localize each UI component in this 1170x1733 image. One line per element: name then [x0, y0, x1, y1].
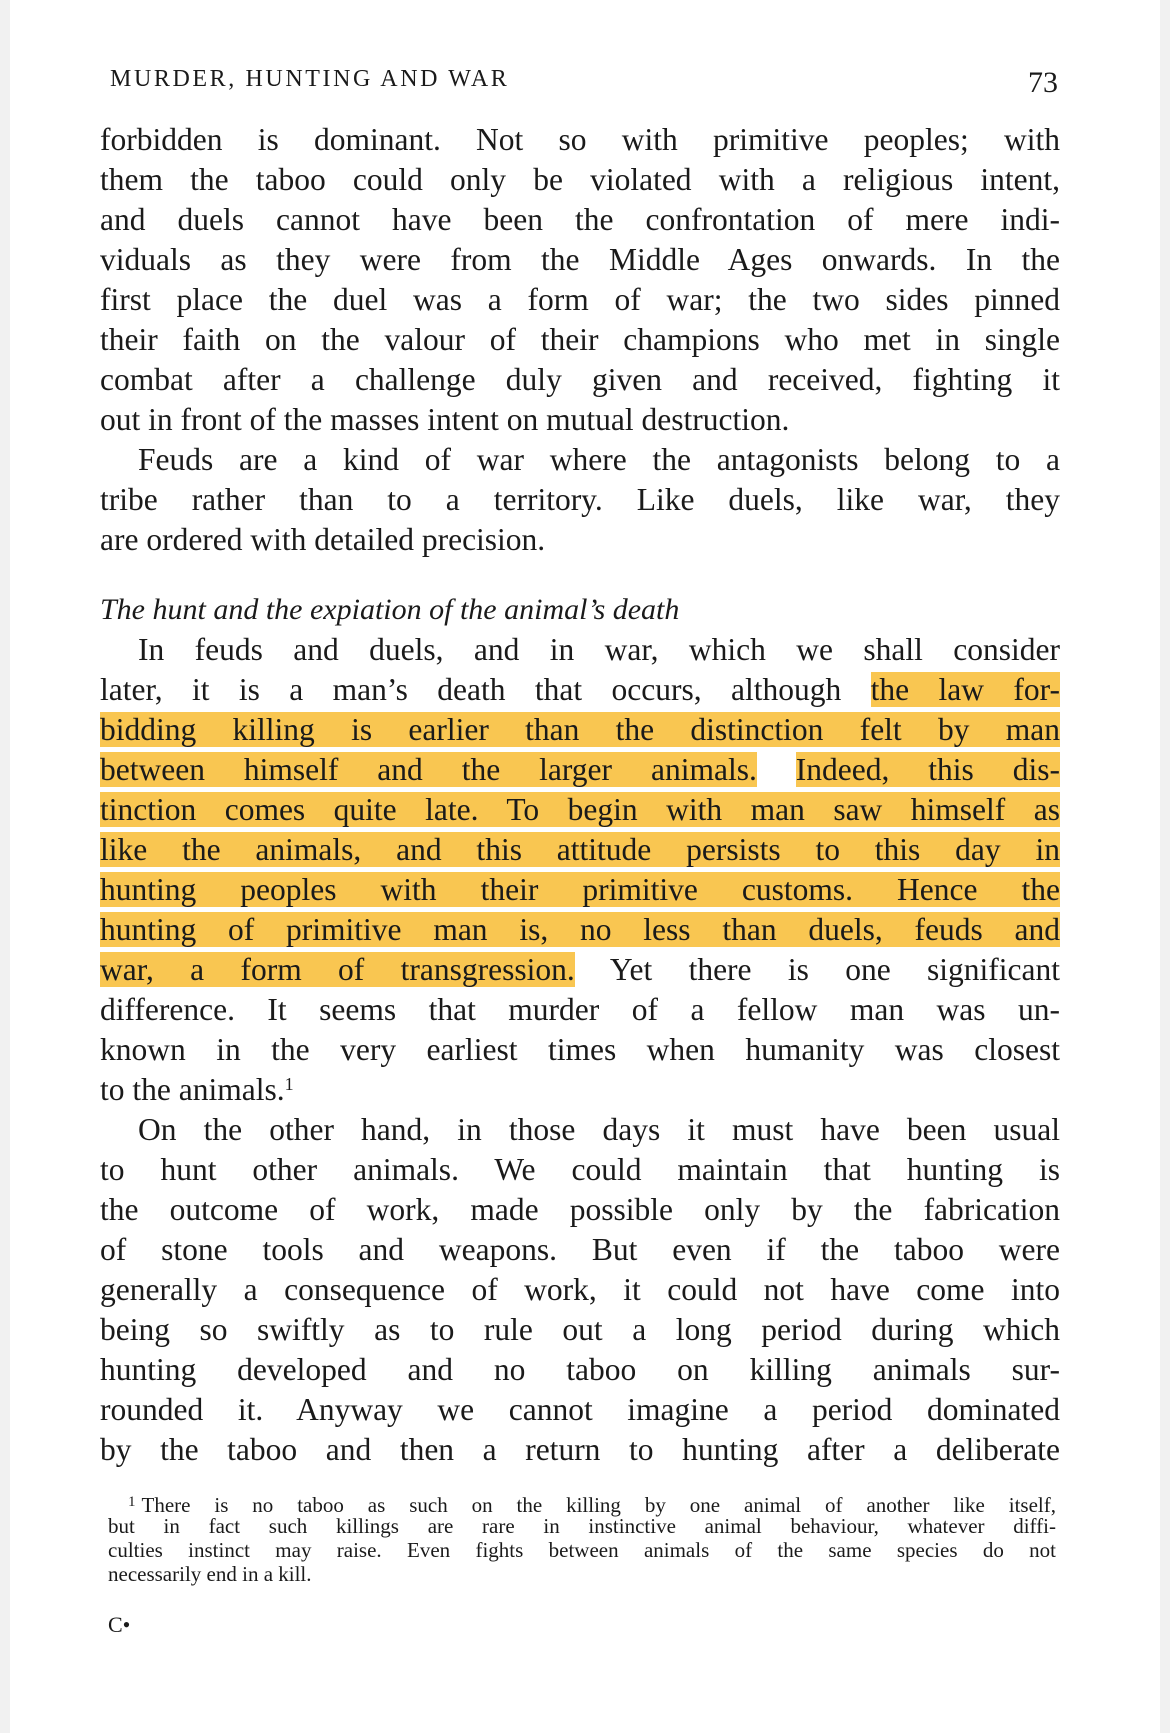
- text-line: In feuds and duels, and in war, which we shall consider: [138, 632, 1060, 667]
- section-gap: [100, 560, 1060, 590]
- text-line: [100, 750, 1060, 790]
- highlighted-text: the law for-: [870, 672, 1061, 707]
- running-title: MURDER, HUNTING AND WAR: [110, 66, 510, 92]
- footnote: [108, 1490, 1056, 1586]
- section-heading: The hunt and the expiation of the animal’s death: [100, 593, 680, 626]
- text-line: are ordered with detailed precision.: [100, 522, 546, 557]
- text-line: their faith on the valour of their champions who met in single: [100, 322, 1060, 357]
- text-line: to hunt other animals. We could maintain that hunting is: [100, 1152, 1060, 1187]
- paragraph-4: [100, 1110, 1060, 1470]
- footnote-marker: 1: [128, 1494, 136, 1510]
- text-line: out in front of the masses intent on mutual destruction.: [100, 402, 790, 437]
- text-line: them the taboo could only be violated with a religious intent,: [100, 162, 1060, 197]
- text-line: On the other hand, in those days it must have been usual: [138, 1112, 1060, 1147]
- footnote-reference: 1: [284, 1074, 294, 1094]
- text-line: combat after a challenge duly given and received, fighting it: [100, 362, 1060, 397]
- plain-text: later, it is a man’s death that occurs, although: [100, 672, 871, 707]
- text-line: of stone tools and weapons. But even if the taboo were: [100, 1232, 1060, 1267]
- text-line: [100, 950, 1060, 990]
- highlighted-text: hunting of primitive man is, no less than duels, feuds and: [100, 912, 1060, 947]
- text-line: generally a consequence of work, it could not have come into: [100, 1272, 1060, 1307]
- highlighted-text: bidding killing is earlier than the distinction felt by man: [100, 712, 1060, 747]
- plain-text: Yet there is one significant: [574, 952, 1060, 987]
- text-line: difference. It seems that murder of a fellow man was un-: [100, 992, 1060, 1027]
- plain-text: to the animals.: [100, 1072, 285, 1107]
- page-header: [110, 60, 1058, 110]
- highlighted-text: like the animals, and this attitude persists to this day in: [100, 832, 1060, 867]
- text-line: [100, 870, 1060, 910]
- text-line: the outcome of work, made possible only by the fabrication: [100, 1192, 1060, 1227]
- highlighted-text: tinction comes quite late. To begin with man saw himself as: [100, 792, 1060, 827]
- text-line: and duels cannot have been the confrontation of mere indi-: [100, 202, 1060, 237]
- highlighted-text: war, a form of transgression.: [100, 952, 575, 987]
- paragraph-3: [100, 630, 1060, 1110]
- text-line: [100, 830, 1060, 870]
- footnote-line: necessarily end in a kill.: [108, 1562, 312, 1586]
- highlighted-text: between himself and the larger animals.: [100, 752, 757, 787]
- text-line: by the taboo and then a return to hunting after a deliberate: [100, 1432, 1060, 1467]
- text-line: hunting developed and no taboo on killing animals sur-: [100, 1352, 1060, 1387]
- signature-mark: C•: [108, 1612, 131, 1637]
- text-line: known in the very earliest times when humanity was closest: [100, 1032, 1060, 1067]
- text-line: rounded it. Anyway we cannot imagine a period dominated: [100, 1392, 1060, 1427]
- footnote-text: There is no taboo as such on the killing by one animal of another like itself,: [141, 1493, 1056, 1517]
- footnote-line: but in fact such killings are rare in instinctive animal behaviour, whatever diffi-: [108, 1514, 1056, 1538]
- paragraph-2: [100, 440, 1060, 560]
- footnote-line: [108, 1490, 1056, 1517]
- highlighted-text: Indeed, this dis-: [795, 752, 1061, 787]
- paragraph-1: [100, 120, 1060, 440]
- body-text: [100, 120, 1060, 1470]
- text-line: tribe rather than to a territory. Like duels, like war, they: [100, 482, 1060, 517]
- highlighted-text: hunting peoples with their primitive customs. Hence the: [100, 872, 1060, 907]
- text-line: being so swiftly as to rule out a long period during which: [100, 1312, 1060, 1347]
- text-line: [100, 1070, 1060, 1110]
- text-line: first place the duel was a form of war; the two sides pinned: [100, 282, 1060, 317]
- text-line: [100, 790, 1060, 830]
- footnote-line: culties instinct may raise. Even fights between animals of the same species do not: [108, 1538, 1056, 1562]
- page-number: 73: [1028, 66, 1058, 99]
- text-line: Feuds are a kind of war where the antagonists belong to a: [138, 442, 1060, 477]
- text-line: forbidden is dominant. Not so with primitive peoples; with: [100, 122, 1060, 157]
- text-line: [100, 710, 1060, 750]
- text-line: viduals as they were from the Middle Ages onwards. In the: [100, 242, 1060, 277]
- book-page: [10, 0, 1160, 1733]
- text-line: [100, 670, 1060, 710]
- text-line: [100, 910, 1060, 950]
